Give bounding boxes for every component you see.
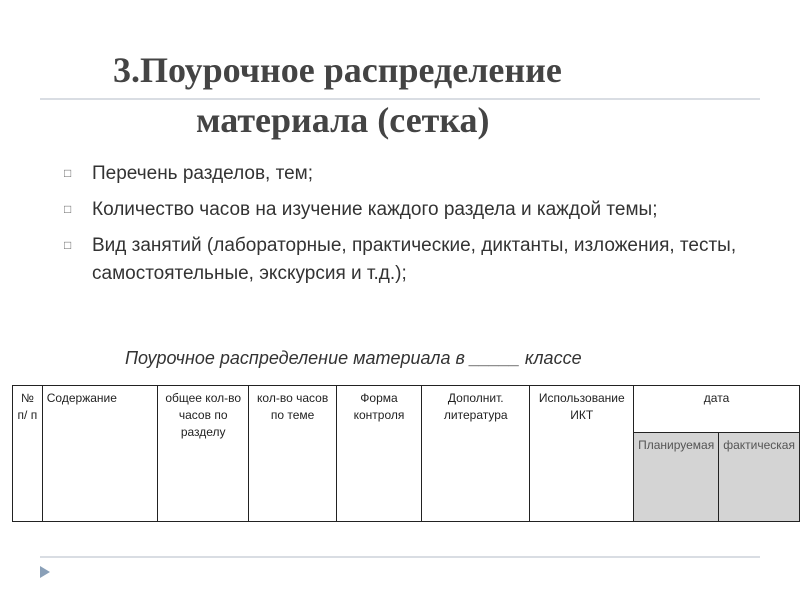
bullet-text: Количество часов на изучение каждого раздела и каждой темы;: [92, 199, 658, 220]
header-ikt: Использование ИКТ: [530, 386, 634, 522]
table-caption: Поурочное распределение материала в _____ классе: [125, 348, 582, 368]
header-control: Форма контроля: [336, 386, 421, 522]
table-header-row: [13, 386, 800, 433]
header-content: Содержание: [42, 386, 157, 522]
header-literature: Дополнит. литература: [422, 386, 530, 522]
header-date: дата: [634, 386, 800, 433]
header-num: № п/ п: [13, 386, 43, 522]
slide-title-line1: 3.Поурочное распределение: [113, 50, 562, 90]
slide-title-line2: материала (сетка): [196, 100, 490, 140]
bullet-box-icon: □: [64, 166, 72, 180]
bullet-text: Перечень разделов, тем;: [92, 163, 314, 184]
header-total-hours: общее кол-во часов по разделу: [158, 386, 249, 522]
bullet-item: [64, 232, 744, 288]
lesson-plan-table: [12, 385, 800, 522]
header-planned: Планируемая: [634, 433, 719, 522]
play-arrow-icon[interactable]: [40, 566, 50, 578]
bullet-item: [64, 196, 744, 224]
bullet-item: [64, 160, 744, 188]
bullet-box-icon: □: [64, 202, 72, 216]
footer-divider: [40, 556, 760, 558]
bullet-box-icon: □: [64, 238, 72, 252]
header-topic-hours: кол-во часов по теме: [249, 386, 337, 522]
header-actual: фактическая: [719, 433, 800, 522]
bullet-text: Вид занятий (лабораторные, практические, диктанты, изложения, тесты, самостоятельные, экскурсия и т.д.);: [92, 235, 737, 284]
bullet-list: [64, 160, 744, 296]
